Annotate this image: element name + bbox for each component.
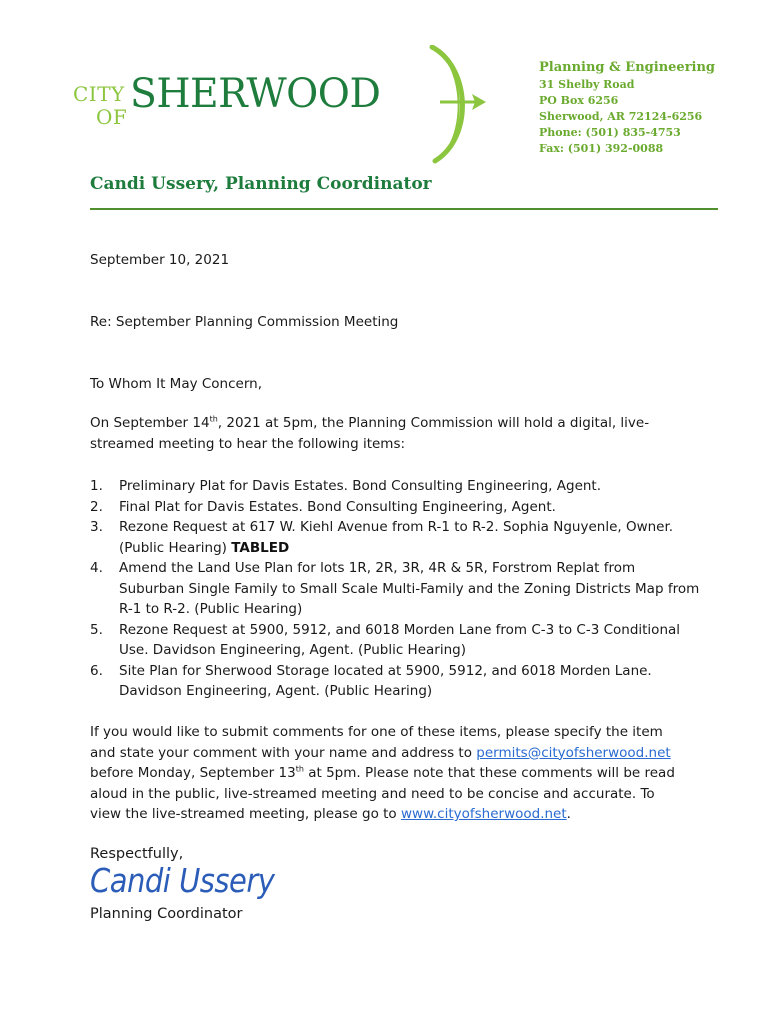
fax-line: Fax: (501) 392-0088 — [539, 142, 664, 155]
sign-off: Respectfully, — [90, 846, 184, 862]
agenda-list — [90, 476, 700, 702]
agenda-item — [90, 497, 700, 518]
agenda-item — [90, 476, 700, 497]
item-text: Preliminary Plat for Davis Estates. Bond Consulting Engineering, Agent. — [119, 478, 602, 494]
intro-text: On September 14 — [90, 415, 210, 431]
item-number: 6. — [90, 662, 103, 679]
phone-line: Phone: (501) 835-4753 — [539, 126, 681, 139]
item-text: Rezone Request at 617 W. Kiehl Avenue from R-1 to R-2. Sophia Nguyenle, Owner. (Public Hearing) — [119, 519, 674, 556]
department-name: Planning & Engineering — [539, 60, 716, 75]
agenda-item — [90, 517, 700, 558]
closing-text: If you would like to submit comments for one of these items, please specify the item and state your comment with your name and address to — [90, 724, 663, 761]
logo-city-text: CITY — [73, 82, 125, 106]
address-line: PO Box 6256 — [539, 94, 619, 107]
closing-text: . — [566, 806, 571, 822]
item-number: 5. — [90, 621, 103, 638]
closing-text: at 5pm. Please note that these comments will be read aloud in the public, live-streamed meeting and need to be concise and accurate. To view the live-streamed meeting, please go to — [90, 765, 675, 822]
logo-sherwood-text: SHERWOOD — [130, 71, 381, 117]
header-divider — [90, 208, 718, 210]
item-number: 1. — [90, 478, 103, 494]
contact-block — [539, 59, 715, 157]
letter-date: September 10, 2021 — [90, 252, 230, 268]
address-line: 31 Shelby Road — [539, 78, 635, 91]
item-number: 2. — [90, 498, 103, 515]
tabled-label: TABLED — [231, 539, 290, 556]
handwritten-signature: Candi Ussery — [90, 862, 275, 901]
intro-paragraph — [90, 413, 650, 454]
intro-text: , 2021 at 5pm, the Planning Commission will hold a digital, live-streamed meeting to hear the following items: — [90, 415, 650, 452]
logo-of-text: OF — [96, 105, 128, 129]
item-text: Final Plat for Davis Estates. Bond Consulting Engineering, Agent. — [119, 498, 556, 515]
agenda-item — [90, 620, 700, 661]
website-link[interactable]: www.cityofsherwood.net — [400, 806, 567, 822]
signer-title: Planning Coordinator — [90, 906, 243, 922]
closing-paragraph — [90, 722, 680, 825]
address-line: Sherwood, AR 72124-6256 — [539, 110, 703, 123]
salutation: To Whom It May Concern, — [90, 376, 263, 392]
subject-line: Re: September Planning Commission Meeting — [90, 314, 399, 330]
item-number: 4. — [90, 560, 103, 576]
email-link[interactable]: permits@cityofsherwood.net — [476, 744, 671, 761]
closing-text: before Monday, September 13 — [90, 765, 296, 781]
ordinal-suffix: th — [209, 414, 218, 424]
city-logo — [70, 45, 490, 165]
item-number: 3. — [90, 519, 103, 535]
agenda-item — [90, 558, 700, 620]
agenda-item — [90, 661, 700, 702]
item-text: Rezone Request at 5900, 5912, and 6018 Morden Lane from C-3 to C-3 Conditional Use. Davidson Engineering, Agent. (Public Hearing) — [119, 621, 681, 658]
sender-title: Candi Ussery, Planning Coordinator — [90, 174, 432, 194]
ordinal-suffix: th — [295, 764, 304, 774]
item-text: Amend the Land Use Plan for lots 1R, 2R, 3R, 4R & 5R, Forstrom Replat from Suburban Single Family to Small Scale Multi-Family and the Zoning Districts Map from R-1 to R-2. (Public Hearing) — [119, 560, 700, 617]
item-text: Site Plan for Sherwood Storage located at 5900, 5912, and 6018 Morden Lane. Davidson Engineering, Agent. (Public Hearing) — [119, 662, 652, 699]
